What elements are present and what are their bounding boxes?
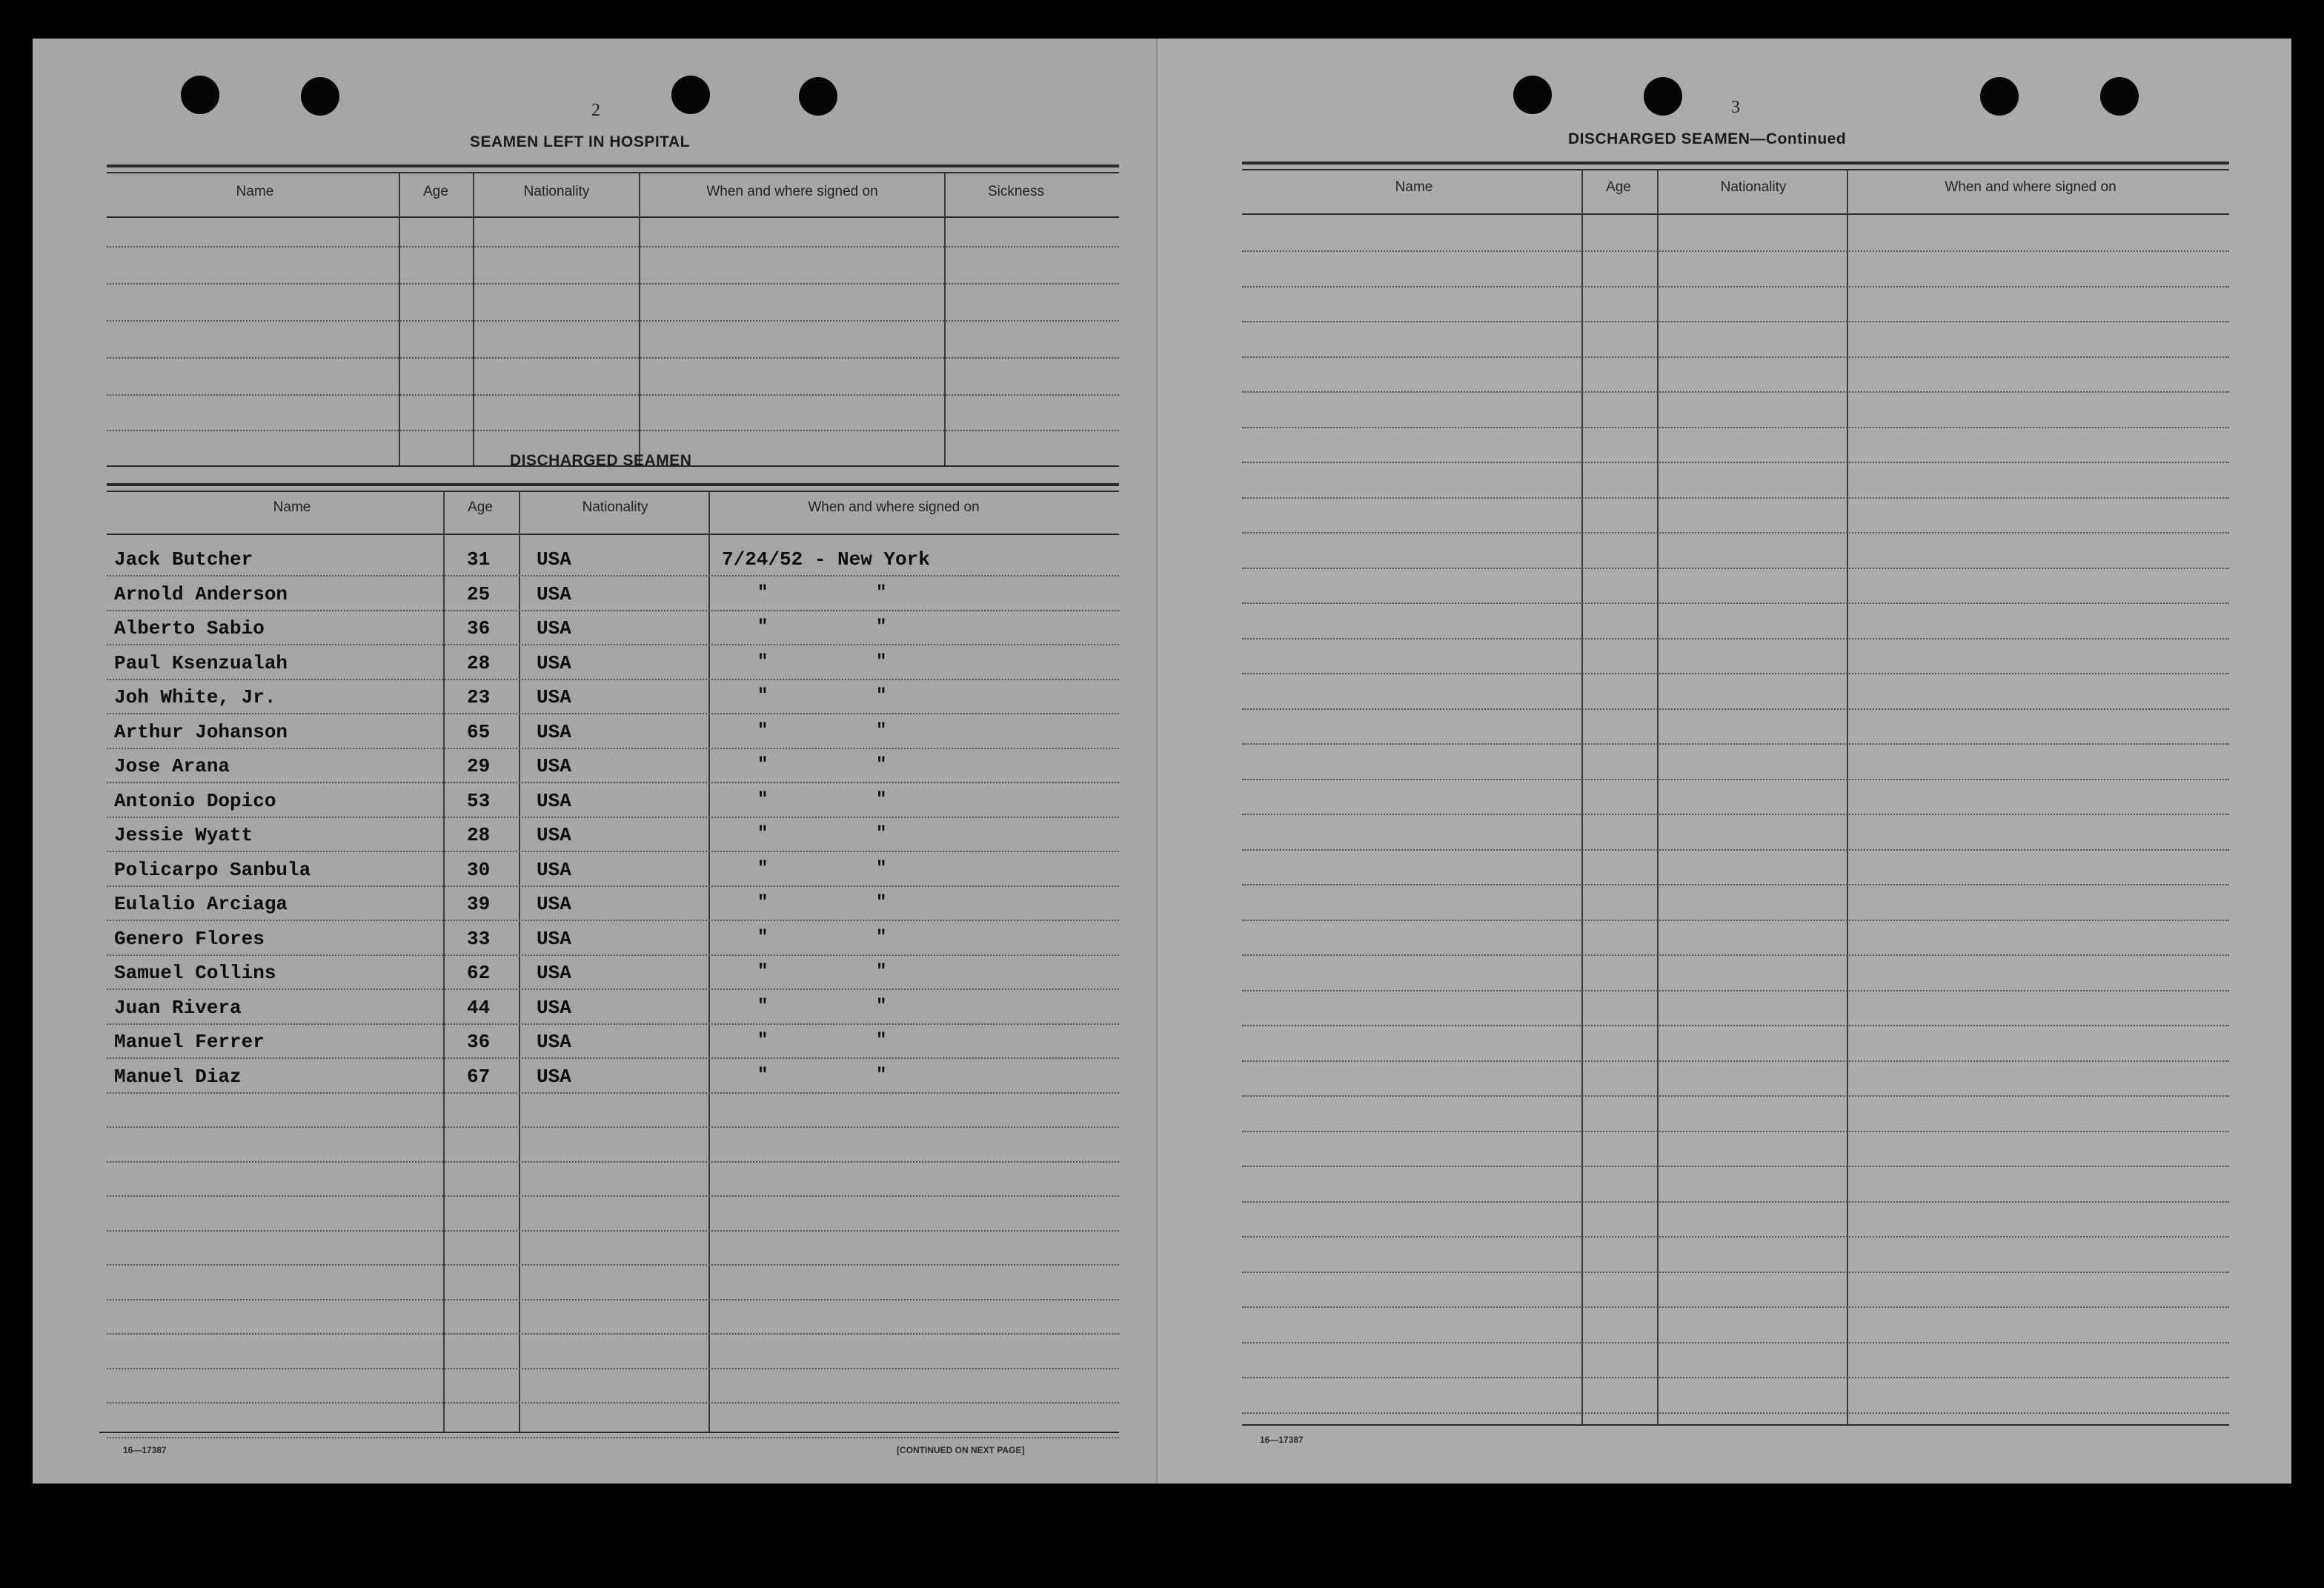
right-row-line [1242,321,2229,322]
seaman-name: Eulalio Arciaga [114,893,288,915]
ditto-mark: " [876,893,887,913]
seaman-age: 31 [467,548,491,571]
seaman-nationality: USA [537,1031,571,1053]
discharged-row-line [107,1023,1119,1025]
hospital-header-rule [107,216,1119,218]
discharged-row-line [107,1368,1119,1369]
right-row-line [1242,743,2229,745]
ditto-mark: " [876,755,887,775]
seaman-age: 67 [467,1066,491,1088]
ditto-mark: " [876,686,887,706]
continued-note: [CONTINUED ON NEXT PAGE] [897,1445,1025,1455]
punch-hole [799,77,837,116]
right-row-line [1242,849,2229,851]
discharged-row-line [107,1161,1119,1163]
seaman-name: Joh White, Jr. [114,686,276,708]
right-table-top-rule [1242,162,2229,165]
seaman-nationality: USA [537,548,571,571]
seaman-nationality: USA [537,962,571,984]
ditto-mark: " [876,617,887,637]
hospital-row-line [107,430,1119,431]
seaman-name: Jessie Wyatt [114,824,253,846]
discharged-row-line [107,1299,1119,1300]
punch-hole [1980,77,2019,116]
hospital-row-line [107,320,1119,322]
discharged-row-line [107,1333,1119,1335]
ditto-mark: " [757,859,768,879]
ditto-mark: " [757,652,768,672]
discharged-row-line [107,713,1119,714]
seaman-name: Genero Flores [114,928,265,950]
discharged-row-line [107,989,1119,990]
discharged-col-divider [519,492,520,1433]
right-row-line [1242,1306,2229,1308]
discharged-table-top-rule [107,491,1119,492]
hospital-header-name: Name [236,184,274,199]
right-header-age: Age [1606,179,1631,195]
page-number: 2 [591,101,600,120]
discharged-row-line [107,679,1119,680]
right-row-line [1242,814,2229,815]
hospital-header-nationality: Nationality [523,184,590,199]
right-row-line [1242,779,2229,780]
hospital-table-top-rule [107,172,1119,173]
hospital-section-title: SEAMEN LEFT IN HOSPITAL [470,133,690,150]
right-row-line [1242,356,2229,358]
discharged-row-line [107,817,1119,818]
right-header-rule [1242,213,2229,215]
discharged-header-rule [107,534,1119,535]
right-header-nationality: Nationality [1720,179,1787,195]
discharged-table-bottom-rule [99,1432,1119,1433]
seaman-nationality: USA [537,928,571,950]
right-row-line [1242,708,2229,710]
ditto-mark: " [876,1031,887,1051]
form-number: 16—17387 [1260,1435,1304,1445]
ditto-mark: " [876,583,887,603]
seaman-nationality: USA [537,583,571,605]
right-row-line [1242,990,2229,991]
discharged-row-line [107,1437,1119,1438]
discharged-row-line [107,782,1119,783]
right-row-line [1242,1201,2229,1203]
ditto-mark: " [757,755,768,775]
seaman-name: Paul Ksenzualah [114,652,288,674]
seaman-name: Samuel Collins [114,962,276,984]
right-header-name: Name [1395,179,1433,195]
seaman-name: Policarpo Sanbula [114,859,311,881]
ditto-mark: " [757,824,768,844]
seaman-age: 29 [467,755,491,777]
right-page [1156,39,2291,1484]
punch-hole [1513,76,1552,114]
ditto-mark: " [757,928,768,948]
right-row-line [1242,673,2229,674]
hospital-table-top-rule [107,165,1119,167]
right-row-line [1242,1131,2229,1132]
ditto-mark: " [757,997,768,1017]
right-row-line [1242,497,2229,499]
seaman-name: Jose Arana [114,755,230,777]
seaman-nationality: USA [537,997,571,1019]
seaman-age: 33 [467,928,491,950]
right-row-line [1242,602,2229,604]
right-row-line [1242,427,2229,428]
hospital-header-sickness: Sickness [987,184,1045,199]
seaman-nationality: USA [537,893,571,915]
discharged-row-line [107,1195,1119,1197]
punch-hole [181,76,219,114]
ditto-mark: " [876,859,887,879]
ditto-mark: " [757,617,768,637]
seaman-name: Manuel Ferrer [114,1031,265,1053]
ditto-mark: " [876,721,887,741]
ditto-mark: " [757,962,768,982]
seaman-nationality: USA [537,755,571,777]
right-header-signed-on: When and where signed on [1945,179,2116,195]
seaman-nationality: USA [537,790,571,812]
seaman-name: Antonio Dopico [114,790,276,812]
discharged-row-line [107,1402,1119,1403]
section-title: DISCHARGED SEAMEN—Continued [1568,130,1847,147]
discharged-row-line [107,644,1119,645]
ditto-mark: " [757,1066,768,1086]
seaman-age: 53 [467,790,491,812]
discharged-row-line [107,1264,1119,1266]
discharged-header-nationality: Nationality [582,499,648,515]
ditto-mark: " [876,824,887,844]
discharged-row-line [107,886,1119,887]
discharged-table-top-rule [107,483,1119,486]
ditto-mark: " [876,790,887,810]
signed-on-value: 7/24/52 - New York [722,548,930,571]
right-row-line [1242,920,2229,921]
seaman-nationality: USA [537,721,571,743]
discharged-col-divider [443,492,445,1433]
seaman-nationality: USA [537,652,571,674]
seaman-nationality: USA [537,686,571,708]
right-row-line [1242,1095,2229,1097]
ditto-mark: " [757,1031,768,1051]
right-row-line [1242,1025,2229,1026]
ditto-mark: " [757,893,768,913]
seaman-nationality: USA [537,824,571,846]
ditto-mark: " [876,652,887,672]
punch-hole [671,76,710,114]
seaman-age: 28 [467,824,491,846]
punch-hole [2100,77,2139,116]
punch-hole [301,77,339,116]
seaman-name: Manuel Diaz [114,1066,242,1088]
seaman-age: 65 [467,721,491,743]
hospital-row-line [107,246,1119,247]
right-row-line [1242,884,2229,886]
right-row-line [1242,1166,2229,1167]
right-row-line [1242,1236,2229,1237]
seaman-nationality: USA [537,1066,571,1088]
discharged-row-line [107,748,1119,749]
discharged-row-line [107,610,1119,611]
seaman-age: 39 [467,893,491,915]
right-row-line [1242,532,2229,534]
discharged-row-line [107,954,1119,956]
seaman-age: 30 [467,859,491,881]
ditto-mark: " [876,1066,887,1086]
seaman-name: Arthur Johanson [114,721,288,743]
hospital-row-line [107,394,1119,396]
ditto-mark: " [876,962,887,982]
seaman-age: 25 [467,583,491,605]
page-number: 3 [1731,98,1740,117]
right-table-top-rule [1242,169,2229,170]
seaman-age: 36 [467,1031,491,1053]
seaman-name: Jack Butcher [114,548,253,571]
seaman-age: 62 [467,962,491,984]
right-row-line [1242,286,2229,288]
hospital-row-line [107,357,1119,359]
seaman-nationality: USA [537,859,571,881]
ditto-mark: " [757,583,768,603]
seaman-age: 36 [467,617,491,639]
right-row-line [1242,638,2229,639]
ditto-mark: " [876,997,887,1017]
ditto-mark: " [757,721,768,741]
right-row-line [1242,1377,2229,1378]
right-row-line [1242,391,2229,393]
seaman-name: Arnold Anderson [114,583,288,605]
right-row-line [1242,1412,2229,1414]
discharged-row-line [107,1230,1119,1232]
hospital-row-line [107,283,1119,285]
discharged-row-line [107,851,1119,852]
seaman-name: Alberto Sabio [114,617,265,639]
right-row-line [1242,462,2229,463]
form-number: 16—17387 [123,1445,167,1455]
discharged-row-line [107,1092,1119,1094]
right-row-line [1242,568,2229,569]
discharged-row-line [107,575,1119,577]
seaman-name: Juan Rivera [114,997,242,1019]
discharged-row-line [107,1057,1119,1059]
discharged-header-name: Name [273,499,311,515]
seaman-age: 23 [467,686,491,708]
right-row-line [1242,1272,2229,1273]
right-table-bottom-rule [1242,1424,2229,1426]
right-row-line [1242,1342,2229,1343]
seaman-nationality: USA [537,617,571,639]
ditto-mark: " [757,686,768,706]
right-row-line [1242,954,2229,956]
discharged-row-line [107,920,1119,921]
right-row-line [1242,1060,2229,1062]
discharged-section-title: DISCHARGED SEAMEN [510,452,692,469]
left-page [33,39,1156,1484]
ditto-mark: " [757,790,768,810]
hospital-header-age: Age [423,184,448,199]
discharged-header-age: Age [468,499,493,515]
ditto-mark: " [876,928,887,948]
seaman-age: 28 [467,652,491,674]
punch-hole [1644,77,1682,116]
discharged-col-divider [708,492,710,1433]
hospital-header-signed-on: When and where signed on [706,184,878,199]
seaman-age: 44 [467,997,491,1019]
discharged-row-line [107,1126,1119,1128]
discharged-header-signed-on: When and where signed on [808,499,980,515]
right-row-line [1242,250,2229,252]
